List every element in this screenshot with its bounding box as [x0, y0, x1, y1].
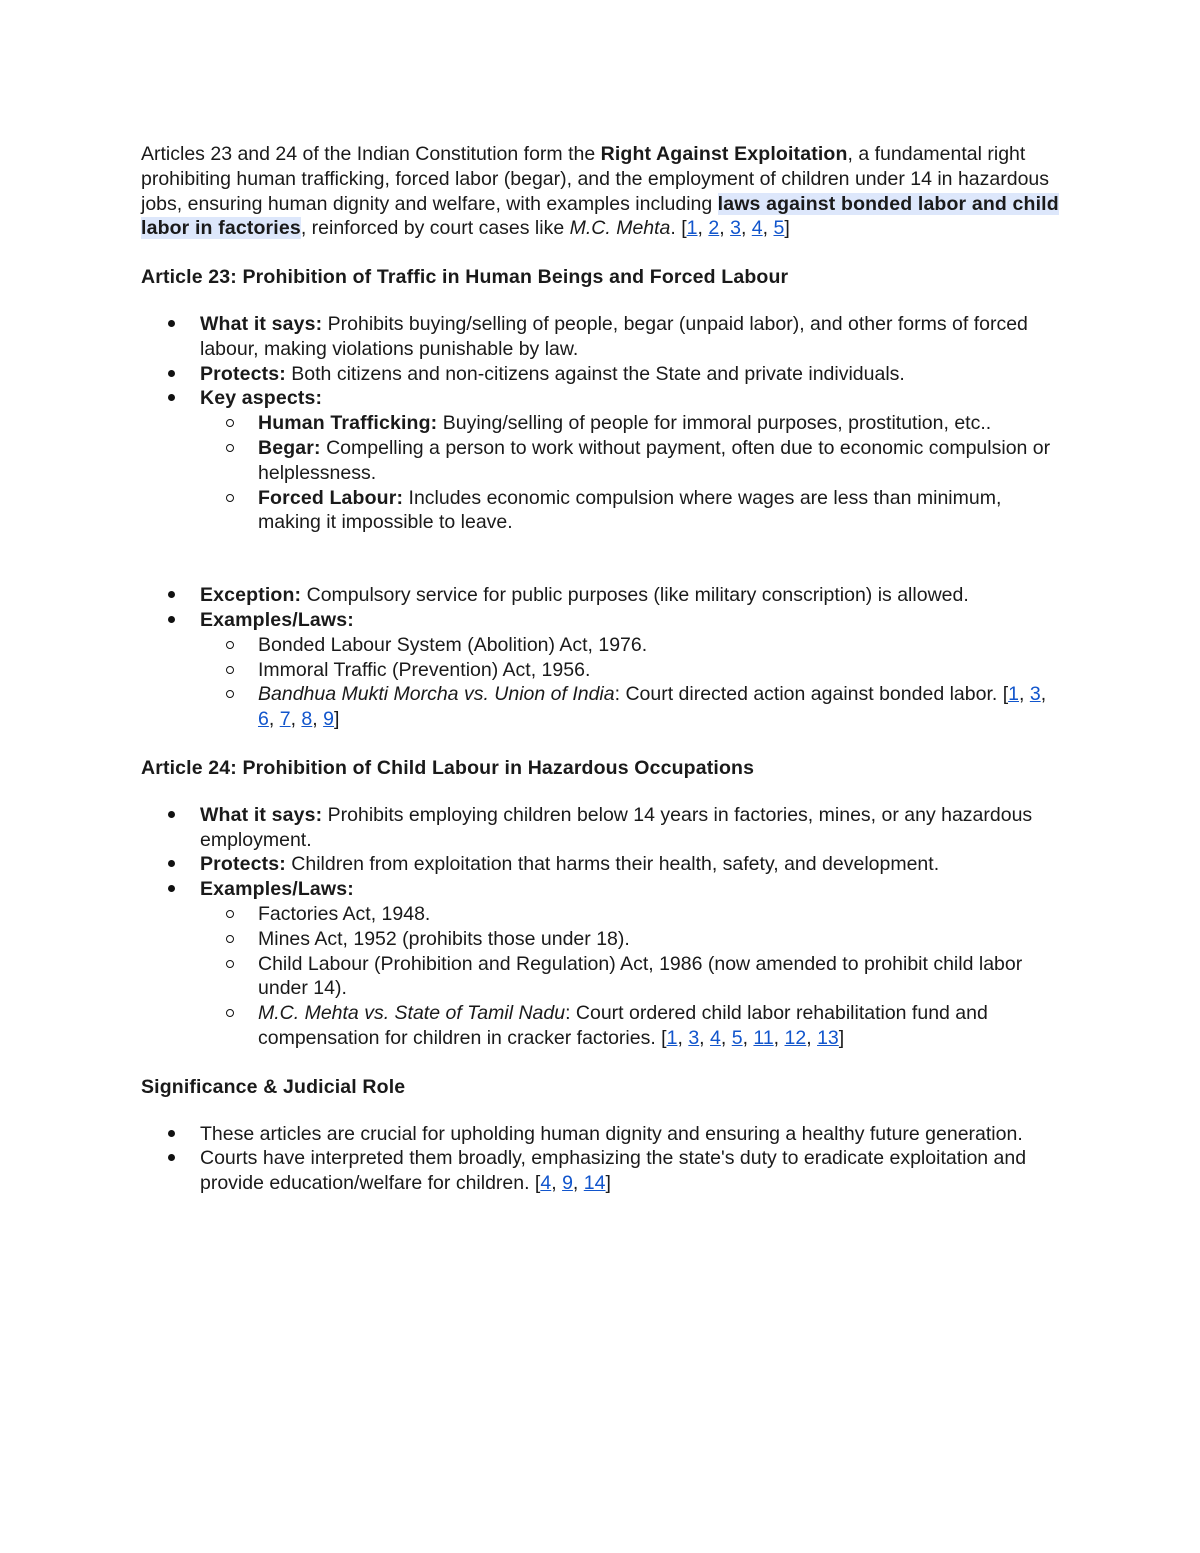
article-23-list-continued — [141, 583, 1061, 732]
citation-link[interactable]: 9 — [323, 708, 334, 731]
citation-link[interactable]: 6 — [258, 708, 269, 731]
significance-heading: Significance & Judicial Role — [141, 1075, 406, 1098]
article-24-heading: Article 24: Prohibition of Child Labour in Hazardous Occupations — [141, 756, 755, 779]
citation-link[interactable]: 14 — [583, 1172, 606, 1195]
citation-link[interactable]: 11 — [753, 1026, 774, 1049]
case-name: Bandhua Mukti Morcha vs. Union of India — [258, 683, 615, 706]
citation-link[interactable]: 13 — [817, 1026, 839, 1049]
citation-link[interactable]: 5 — [731, 1026, 743, 1049]
article-24-section — [141, 803, 1061, 1051]
significance-section — [141, 1122, 1061, 1196]
list-item: M.C. Mehta vs. State of Tamil Nadu: Court ordered child labor rehabilitation fund and compensation for children in cracker factories. [1, 3, 4, 5, 11, 12, 13] — [258, 1001, 1061, 1051]
intro-paragraph: Articles 23 and 24 of the Indian Constitution form the Right Against Exploitation, a fundamental right prohibiting human trafficking, forced labor (begar), and the employment of children under 14 in hazardous jobs, ensuring human dignity and welfare, with examples including laws against bonded labor and child labor in factories, reinforced by court cases like M.C. Mehta. [1, 2, 3, 4, 5] — [141, 143, 1059, 240]
key-aspects-list — [200, 411, 1061, 535]
citation-link[interactable]: 4 — [540, 1172, 552, 1195]
list-item: Key aspects: Human Trafficking: Buying/selling of people for immoral purposes, prostitution, etc.. Begar: Compelling a person to work without payment, often due to economic compulsion or helplessness. Forced Labour: Includes economic compulsion where wages are less than minimum, making it impossible to leave. — [200, 386, 1061, 535]
examples-list — [200, 633, 1061, 732]
list-item: Bonded Labour System (Abolition) Act, 1976. — [258, 633, 1061, 658]
citation-link[interactable]: 3 — [688, 1026, 700, 1049]
list-item: Protects: Children from exploitation that harms their health, safety, and development. — [200, 852, 1061, 877]
list-item: Courts have interpreted them broadly, emphasizing the state's duty to eradicate exploitation and provide education/welfare for children. [4, 9, 14] — [200, 1146, 1061, 1196]
list-item: Human Trafficking: Buying/selling of people for immoral purposes, prostitution, etc.. — [258, 411, 1061, 436]
case-name: M.C. Mehta vs. State of Tamil Nadu — [258, 1002, 566, 1025]
examples-list — [200, 902, 1061, 1051]
intro-text: . [ — [670, 217, 687, 240]
list-item: Begar: Compelling a person to work without payment, often due to economic compulsion or helplessness. — [258, 436, 1061, 486]
citation-link[interactable]: 7 — [279, 708, 291, 731]
spacer — [141, 535, 1061, 583]
list-item: Forced Labour: Includes economic compulsion where wages are less than minimum, making it impossible to leave. — [258, 486, 1061, 536]
document-body — [141, 142, 1061, 1220]
list-item: Examples/Laws: Factories Act, 1948. Mines Act, 1952 (prohibits those under 18). Child Labour (Prohibition and Regulation) Act, 1986 (now amended to prohibit child labor under 14). M.C. Mehta vs. State of Tamil Nadu: Court ordered child labor rehabilitation fund and compensation for children in cracker factories. [1, 3, 4, 5, 11, 12, 13] — [200, 877, 1061, 1051]
list-item: What it says: Prohibits employing children below 14 years in factories, mines, or any hazardous employment. — [200, 803, 1061, 853]
list-item: Mines Act, 1952 (prohibits those under 18). — [258, 927, 1061, 952]
case-name: M.C. Mehta — [569, 217, 671, 240]
article-23-heading: Article 23: Prohibition of Traffic in Human Beings and Forced Labour — [141, 266, 789, 289]
list-item: What it says: Prohibits buying/selling of people, begar (unpaid labor), and other forms of forced labour, making violations punishable by law. — [200, 312, 1061, 362]
intro-text: , a fundamental right prohibiting human trafficking, forced labor (begar), and the employment of children under 14 in hazardous jobs, ensuring human dignity and welfare, with examples including — [141, 143, 1050, 215]
list-item: These articles are crucial for upholding human dignity and ensuring a healthy future generation. — [200, 1122, 1061, 1147]
list-item: Immoral Traffic (Prevention) Act, 1956. — [258, 658, 1061, 683]
list-item: Protects: Both citizens and non-citizens against the State and private individuals. — [200, 362, 1061, 387]
list-item: Examples/Laws: Bonded Labour System (Abolition) Act, 1976. Immoral Traffic (Prevention) Act, 1956. Bandhua Mukti Morcha vs. Union of India: Court directed action against bonded labor. [1, 3, 6, 7, 8, 9] — [200, 608, 1061, 732]
citation-link[interactable]: 1 — [686, 217, 698, 240]
list-item: Bandhua Mukti Morcha vs. Union of India: Court directed action against bonded labor. [1, 3, 6, 7, 8, 9] — [258, 682, 1061, 732]
intro-bold-term: Right Against Exploitation — [600, 143, 848, 165]
article-23-list — [141, 312, 1061, 535]
citation-link[interactable]: 3 — [730, 217, 741, 240]
intro-text: Articles 23 and 24 of the Indian Constitution form the — [141, 143, 601, 165]
citation-link[interactable]: 5 — [773, 217, 785, 240]
citation-link[interactable]: 3 — [1029, 683, 1041, 706]
list-item: Exception: Compulsory service for public purposes (like military conscription) is allowed. — [200, 583, 1061, 608]
article-23-section — [141, 312, 1061, 732]
significance-list — [141, 1122, 1061, 1196]
article-24-list — [141, 803, 1061, 1051]
citation-link[interactable]: 1 — [1008, 683, 1019, 706]
citation-link[interactable]: 12 — [784, 1026, 807, 1049]
citation-link[interactable]: 1 — [666, 1026, 678, 1049]
citation-link[interactable]: 9 — [562, 1172, 573, 1195]
list-item: Factories Act, 1948. — [258, 902, 1061, 927]
citation-link[interactable]: 2 — [708, 217, 720, 240]
citation-link[interactable]: 4 — [710, 1026, 721, 1049]
citation-link[interactable]: 4 — [751, 217, 763, 240]
intro-text: , reinforced by court cases like — [300, 217, 570, 240]
list-item: Child Labour (Prohibition and Regulation) Act, 1986 (now amended to prohibit child labor under 14). — [258, 952, 1061, 1002]
citation-link[interactable]: 8 — [301, 708, 313, 731]
highlighted-phrase: laws against bonded labor and child labor in factories — [141, 192, 1059, 240]
